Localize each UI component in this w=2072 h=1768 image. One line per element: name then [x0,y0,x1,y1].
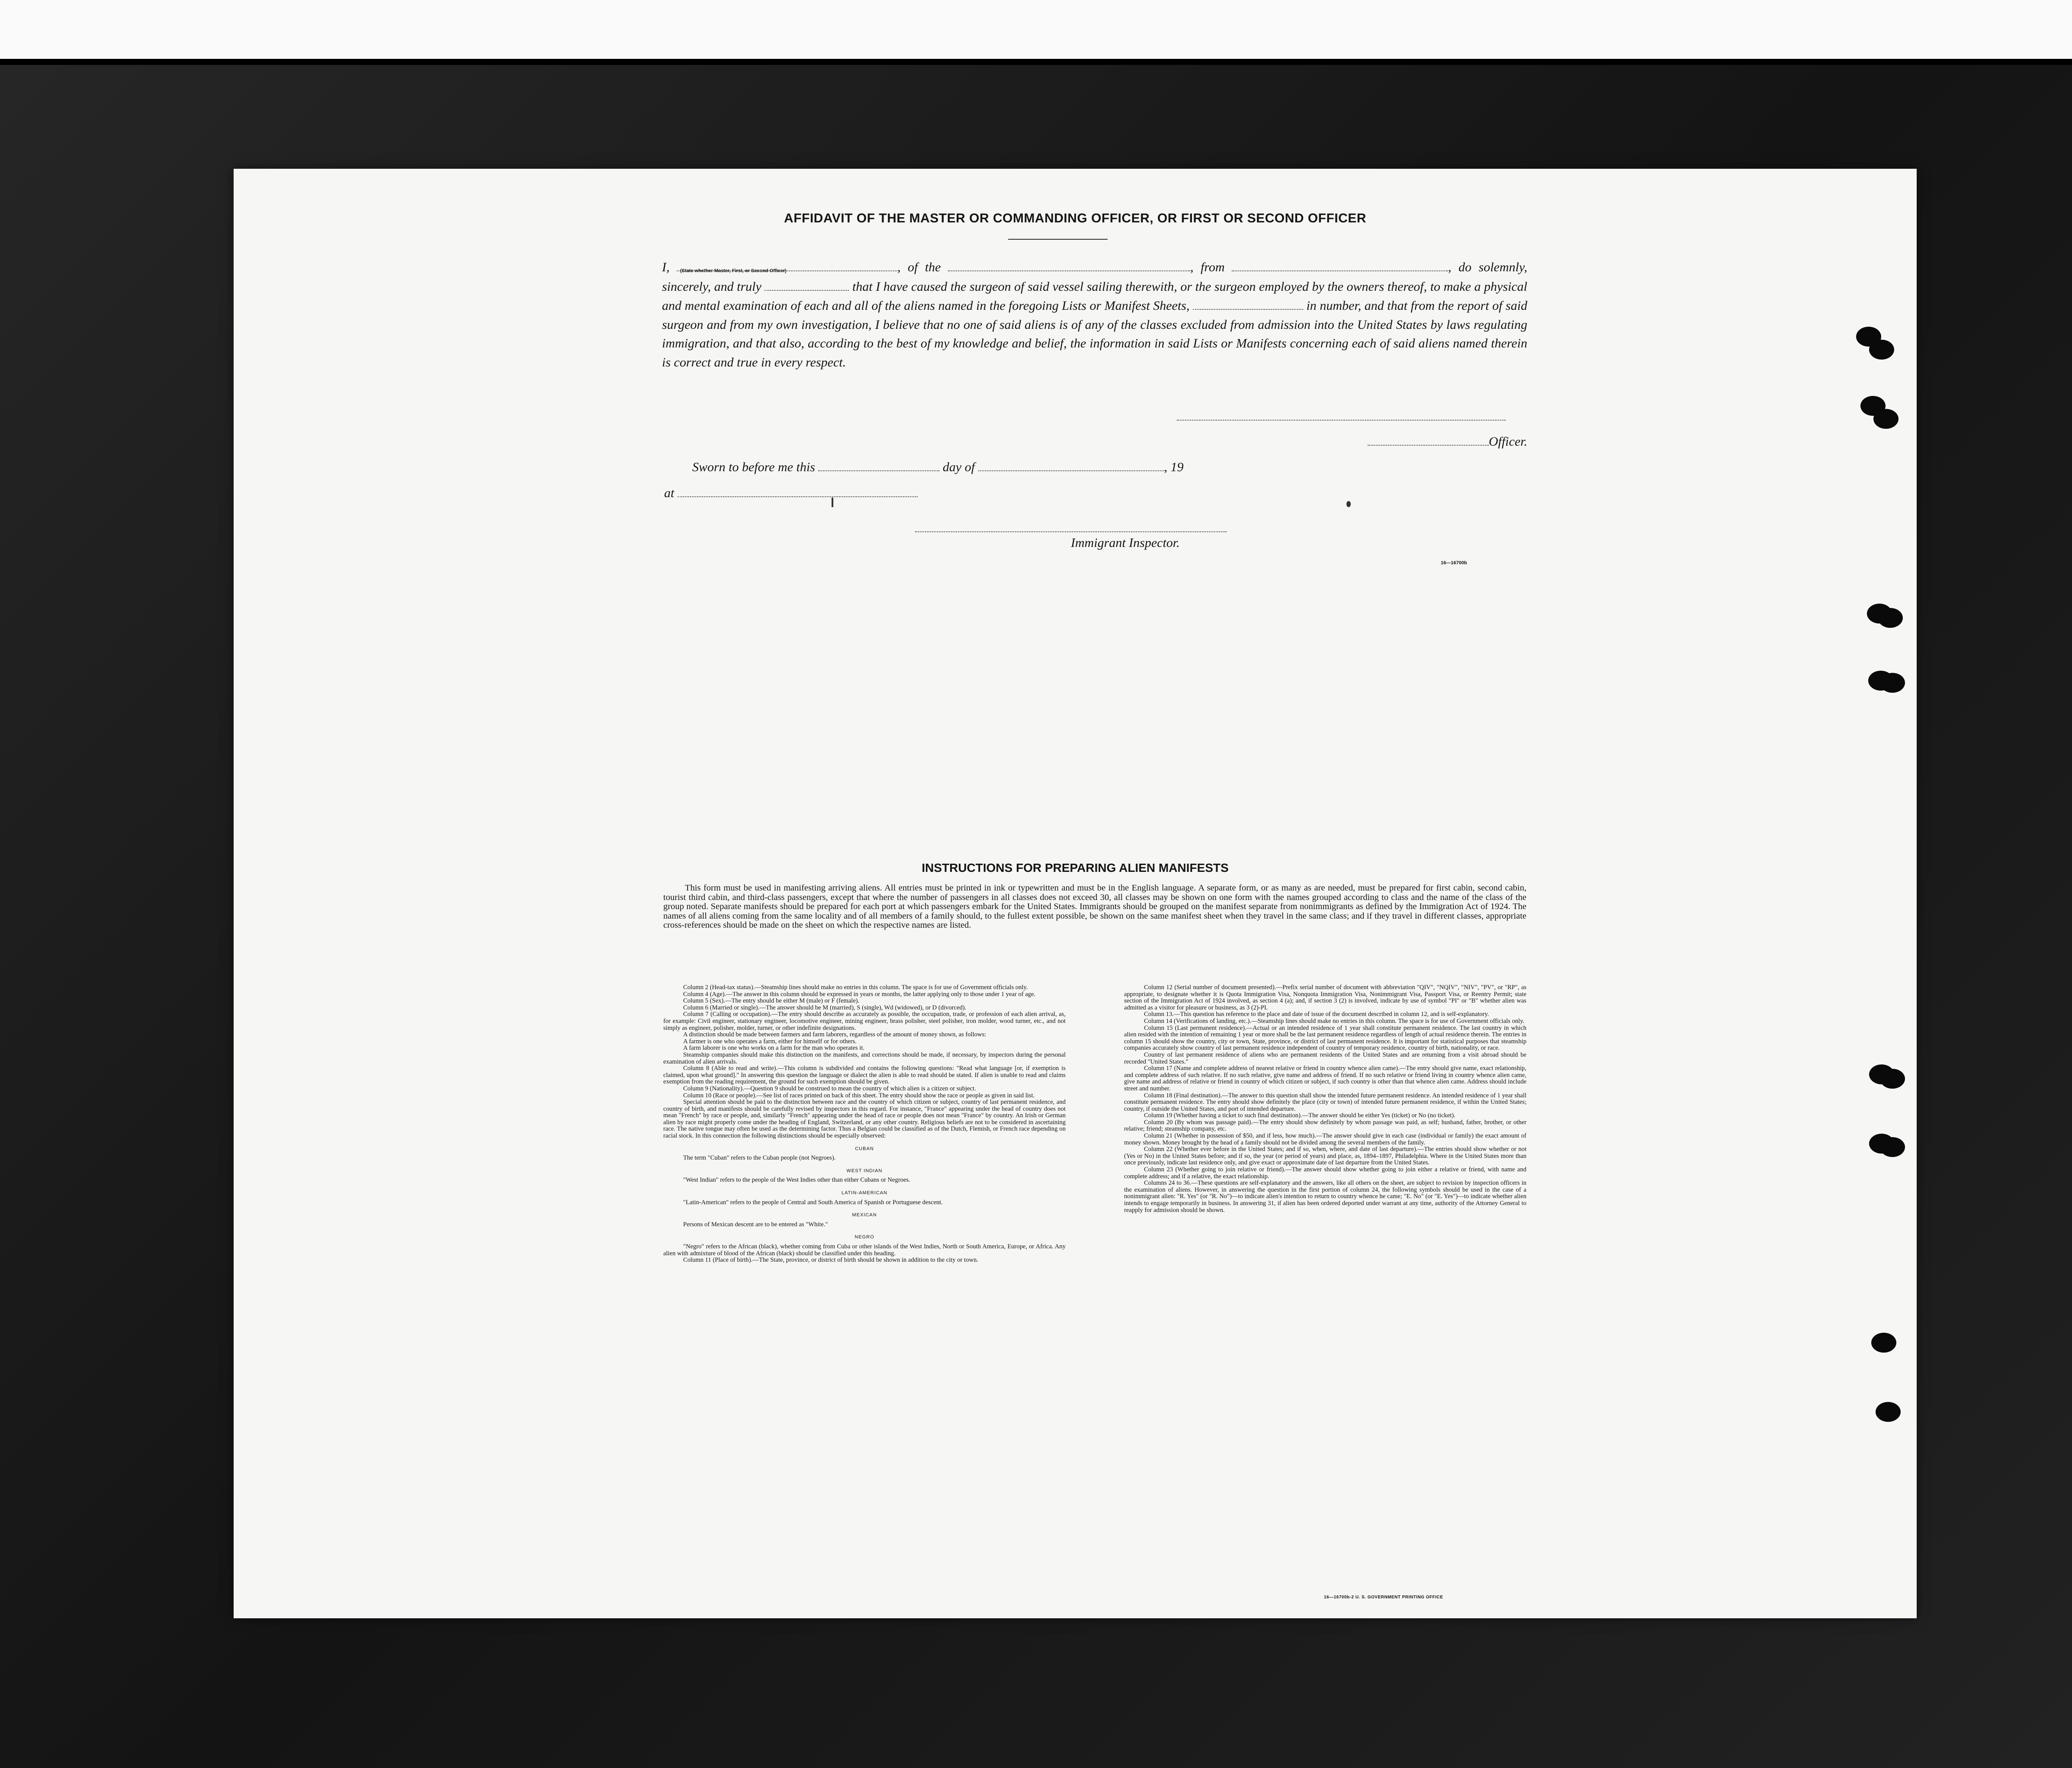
scan-speck [1346,501,1351,507]
punch-hole [1873,409,1899,429]
year-prefix: , 19 [1164,460,1184,474]
affidavit-do: , do [1448,260,1472,274]
instruction-paragraph: Column 8 (Able to read and write).—This column is subdivided and contains the following questions: "Read what language [or, if exemption is claimed, upon what ground]." In answering this question the language or dialect the alien is able to read should be stated. If alien is unable to read and claims exemption from the reading requirement, the ground for such exemption should be given. [663,1065,1066,1086]
form-number-bottom: 16—16700b-2 U. S. GOVERNMENT PRINTING OFFICE [1324,1595,1443,1600]
punch-hole [1869,340,1894,360]
instruction-paragraph: Column 7 (Calling or occupation).—The entry should describe as accurately as possible, the occupation, trade, or profession of each alien arrival, as, for example: Civil engineer, stationary engineer, locomotive engineer, mining engineer, brass polisher, steel polisher, iron molder, wood turner, etc., and not simply as engineer, polisher, molder, turner, or other indefinite designations. [663,1011,1066,1032]
form-number-top: 16—16700b [1441,560,1467,566]
instruction-paragraph: Column 12 (Serial number of document presented).—Prefix serial number of document with abbreviation "QIV", "NQIV", "NIV", "PV", or "RP", as appropriate, to designate whether it is Quota Immigration Visa, Nonquota Immigration Visa, Nonimmigrant Visa, Passport Visa, or Reentry Permit; state section of the Immigration Act of 1924 involved, as section 4 (a); and, if section 3 (2) is involved, indicate by use of symbol "PI" or "B" whether alien was admitted as a visitor for pleasure or business, as 3 (2)-PI. [1124,984,1526,1011]
manifest-sheet [234,169,1917,1618]
sworn-day-blank[interactable] [818,457,939,471]
affidavit-i: I, [662,260,670,274]
instruction-paragraph: Column 18 (Final destination).—The answer to this question shall show the intended future permanent residence. An intended residence of 1 year shall constitute permanent residence. The entry should show definitely the place (city or town) of intended future permanent residence, if within the United States; country, if outside the United States, and port of intended departure. [1124,1092,1526,1112]
affidavit-solemnly: solemnly, sincerely, and truly [662,260,1528,294]
alien-count-blank[interactable] [1193,296,1303,310]
instructions-left-column [663,984,1066,1264]
punch-hole [1880,1069,1905,1089]
instruction-paragraph: Column 20 (By whom was passage paid).—The entry should show definitely by whom passage was paid, as self; husband, father, brother, or other relative; friend; steamship company, etc. [1124,1119,1526,1133]
instruction-paragraph: Column 11 (Place of birth).—The State, province, or district of birth should be shown in addition to the city or town. [683,1257,979,1264]
affidavit-body [662,257,1527,372]
punch-hole [1871,1333,1896,1353]
sworn-month-blank[interactable] [978,457,1164,471]
officer-title-blank[interactable] [1368,432,1489,446]
heading-cuban: CUBAN [855,1146,874,1151]
punch-hole [1880,673,1905,693]
instruction-paragraph: A farm laborer is one who works on a farm for the man who operates it. [683,1045,865,1052]
punch-hole [1876,1402,1901,1422]
affidavit-statement: in number, and that from the report of said surgeon and from my own investigation, I believe that no one of said aliens is of any of the classes excluded from admission into the United States by laws regulating immigration, and that also, according to the best of my knowledge and belief, the information in said Lists or Manifests concerning each of said aliens named therein is correct and true in every respect. [662,299,1528,370]
instructions-intro: This form must be used in manifesting arriving aliens. All entries must be printed in ink or typewritten and must be in the English language. A separate form, or as many as are needed, must be prepared for first cabin, second cabin, tourist third cabin, and third-class passengers, except that where the number of passengers in all classes does not exceed 30, all classes may be shown on one form with the names grouped according to class and the name of the class of the group noted. Separate manifests should be prepared for each port at which passengers embark for the United States. Immigrants should be grouped on the manifest separate from nonimmigrants as defined by the Immigration Act of 1924. The names of all aliens coming from the same locality and of all members of a family should, to the fullest extent possible, be shown on the same manifest sheet when they travel in the same class; and if they travel in different classes, appropriate cross-references should be made on the sheet on which the respective names are listed. [663,883,1526,930]
instruction-paragraph: Column 2 (Head-tax status).—Steamship lines should make no entries in this column. The space is for use of Government officials only. [683,984,1028,991]
inspector-signature-line[interactable] [915,531,1227,532]
affidavit-of-the: , of the [897,260,941,274]
instruction-paragraph: Column 17 (Name and complete address of nearest relative or friend in country whence alien came).—The entry should give name, exact relationship, and complete address of such relative. If no such relative, give name and address of friend. If no such relative or friend living in country whence alien came, give name and address of relative or friend in country of which citizen or subject, if such country is other than that whence alien came. Address should include street and number. [1124,1065,1526,1092]
sworn-row [692,457,1184,475]
instruction-paragraph: Column 15 (Last permanent residence).—Actual or an intended residence of 1 year shall constitute permanent residence. The last country in which alien resided with the intention of remaining 1 year or more shall be the last permanent residence regardless of length of actual residence therein. The entries in column 15 should show the country, city or town, State, province, or district of last permanent residence. It is important for statistical purposes that steamship companies accurately show country of last permanent residence independent of country of temporary residence, country of birth, nationality, or race. [1124,1024,1526,1052]
instruction-paragraph: Column 9 (Nationality).—Question 9 should be construed to mean the country of which alien is a citizen or subject. [683,1085,976,1092]
heading-west-indian: WEST INDIAN [846,1168,883,1173]
sworn-place-row [664,483,918,501]
instruction-paragraph: Columns 24 to 36.—These questions are self-explanatory and the answers, like all others on the sheet, are subject to revision by inspection officers in the examination of aliens. However, in answering the question in the first portion of column 24, the following symbols should be used in the case of a nonimmigrant alien: "R. Yes" (or "R. No")—to indicate alien's intention to return to country whence he came; "E. No" (or "E. Yes")—to indicate whether alien intends to engage temporarily in business. In answering 31, if alien has been ordered deported under warrant at any time, authority of the Attorney General to reapply for admission should be shown. [1124,1180,1526,1214]
instruction-paragraph: The term "Cuban" refers to the Cuban people (not Negroes). [683,1154,836,1162]
instruction-paragraph: Country of last permanent residence of aliens who are permanent residents of the United States and are returning from a visit abroad should be recorded "United States." [1124,1051,1526,1065]
instruction-paragraph: Column 22 (Whether ever before in the United States; and if so, when, where, and date of last departure).—The entries should show whether or not (Yes or No) in the United States before; and if so, the year (or period of years) and place, as, 1894–1897, Philadelphia. Where in the United States more than once previously, indicate last residence only, and give exact or approximate date of last departure from the United States. [1124,1146,1526,1167]
instruction-paragraph: "Latin-American" refers to the people of Central and South America of Spanish or Portuguese descent. [683,1199,943,1206]
instruction-paragraph: Steamship companies should make this distinction on the manifests, and corrections should be made, if necessary, by inspectors during the personal examination of alien arrivals. [663,1051,1066,1065]
departure-port-blank[interactable] [1232,257,1448,271]
instruction-paragraph: Column 21 (Whether in possession of $50, and if less, how much).—The answer should give in each case (individual or family) the exact amount of money shown. Money brought by the head of a family should not be divided among the several members of the family. [1124,1132,1526,1146]
officer-signature-row [1320,432,1527,449]
instruction-paragraph: Column 14 (Verifications of landing, etc.).—Steamship lines should make no entries in this column. The space is for use of Government officials only. [1144,1017,1525,1025]
instruction-paragraph: Column 4 (Age).—The answer in this column should be expressed in years or months, the latter applying only to those under 1 year of age. [683,990,1036,998]
scan-border-top [0,0,2072,65]
instruction-paragraph: Column 13.—This question has reference to the place and date of issue of the document described in column 12, and is self-explanatory. [1144,1011,1489,1018]
instruction-paragraph: A farmer is one who operates a farm, either for himself or for others. [683,1038,857,1045]
instruction-paragraph: Column 10 (Race or people).—See list of races printed on back of this sheet. The entry should show the race or people as given in said list. [683,1092,1035,1099]
punch-hole [1880,1137,1905,1157]
instruction-paragraph: Column 6 (Married or single).—The answer should be M (married), S (single), Wd (widowed), or D (divorced). [683,1004,967,1011]
officer-name-blank[interactable] [677,257,897,271]
instruction-paragraph: Column 23 (Whether going to join relative or friend).—The answer should show whether going to join either a relative or friend, with name and complete address; and if a relative, the exact relationship. [1124,1166,1526,1180]
instruction-paragraph: Persons of Mexican descent are to be entered as "White." [683,1221,828,1228]
affidavit-caused: that I have caused the surgeon of said vessel sailing therewith, or the surgeon employed by the owners thereof, to make a physical and mental examination of each and all of the aliens named in the foregoing Lists or Manifest Sheets, [662,279,1528,313]
oath-type-blank[interactable] [765,277,849,291]
officer-label: Officer. [1488,434,1527,449]
punch-hole [1878,608,1903,628]
day-of-label: day of [942,460,975,474]
instruction-paragraph: Column 5 (Sex).—The entry should be either M (male) or F (female). [683,997,860,1005]
instruction-paragraph: "West Indian" refers to the people of the West Indies other than either Cubans or Negroes. [683,1177,910,1184]
heading-mexican: MEXICAN [852,1212,877,1218]
vessel-name-blank[interactable] [948,257,1190,271]
instructions-title: INSTRUCTIONS FOR PREPARING ALIEN MANIFESTS [922,861,1229,874]
instruction-paragraph: A distinction should be made between farmers and farm laborers, regardless of the amount of money shown, as follows: [683,1031,986,1038]
inspector-label: Immigrant Inspector. [1071,536,1180,550]
title-divider [1008,239,1108,240]
sworn-place-blank[interactable] [678,483,918,497]
instruction-paragraph: Special attention should be paid to the distinction between race and the country of which citizen or subject, country of last permanent residence, and country of birth, and manifests should be carefully revised by inspectors in this regard. For instance, "France" appearing under the head of country does not mean "French" by race or people, and, similarly "French" appearing under the head of race or people does not mean "France" by country. An Irish or German alien by race might properly come under the heading of England, Switzerland, or any other country. Religious beliefs are not to be considered in ascertaining race. The native tongue may often be used as the determining factor. Thus a Belgian could be classified as of the Dutch, Flemish, or French race depending on racial stock. In this connection the following distinctions should be especially observed: [663,1099,1066,1140]
instructions-right-column [1124,984,1526,1214]
heading-negro: NEGRO [854,1234,874,1240]
affidavit-title: AFFIDAVIT OF THE MASTER OR COMMANDING OFFICER, OR FIRST OR SECOND OFFICER [784,211,1366,225]
instruction-paragraph: "Negro" refers to the African (black), whether coming from Cuba or other islands of the West Indies, North or South America, Europe, or Africa. Any alien with admixture of blood of the African (black) should be classified under this heading. [663,1243,1066,1257]
heading-latin-american: LATIN-AMERICAN [841,1190,888,1196]
officer-signature-line[interactable] [1177,420,1506,421]
sworn-text: Sworn to before me this [692,460,815,474]
instruction-paragraph: Column 19 (Whether having a ticket to such final destination).—The answer should be either Yes (ticket) or No (no ticket). [1144,1112,1455,1119]
officer-rank-note: (State whether Master, First, or Second Officer) [680,268,787,273]
affidavit-from: , from [1190,260,1225,274]
at-label: at [664,486,675,500]
